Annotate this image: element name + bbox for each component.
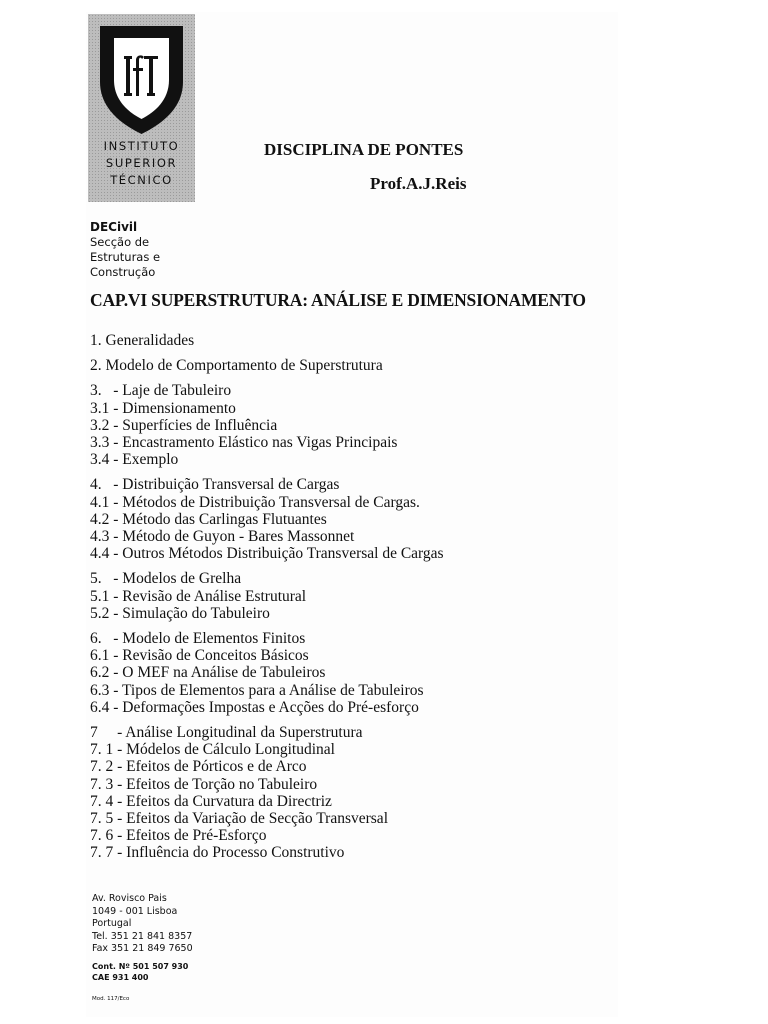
toc-item: 3.2 - Superfícies de Influência	[90, 416, 278, 434]
logo-line: SUPERIOR	[105, 156, 178, 170]
toc-item: 7 - Análise Longitudinal da Superstrutura	[90, 724, 363, 742]
toc-item: 3.3 - Encastramento Elástico nas Vigas Principais	[90, 434, 398, 452]
toc-group	[90, 357, 444, 374]
toc-item: 7. 6 - Efeitos de Pré-Esforço	[90, 827, 267, 845]
institute-name	[88, 138, 195, 189]
footer-address	[92, 893, 193, 956]
logo-line: TÉCNICO	[110, 173, 173, 187]
ist-logo	[88, 14, 195, 202]
toc-item: 6.4 - Deformações Impostas e Acções do Pré-esforço	[90, 698, 419, 716]
department-line: Secção de	[90, 235, 150, 249]
toc-item: 7. 3 - Efeitos de Torção no Tabuleiro	[90, 775, 318, 793]
toc-item: 4.3 - Método de Guyon - Bares Massonnet	[90, 528, 355, 546]
discipline-title: DISCIPLINA DE PONTES	[264, 140, 464, 159]
toc-item: 7. 7 - Influência do Processo Construtivo	[90, 844, 345, 862]
toc-item: 6.3 - Tipos de Elementos para a Análise de Tabuleiros	[90, 681, 424, 699]
shield-icon	[100, 26, 183, 134]
toc-group	[90, 570, 444, 622]
toc-item: 5.2 - Simulação do Tabuleiro	[90, 604, 270, 622]
toc-item: 2. Modelo de Comportamento de Superstrutura	[90, 357, 383, 375]
department-line: Construção	[90, 265, 156, 279]
toc-item: 4.2 - Método das Carlingas Flutuantes	[90, 510, 327, 528]
address-line: Av. Rovisco Pais	[92, 893, 167, 904]
toc-group	[90, 630, 444, 716]
toc-item: 7. 1 - Módelos de Cálculo Longitudinal	[90, 741, 335, 759]
department-block	[90, 220, 160, 280]
form-model: Mod. 117/Eco	[92, 996, 130, 1002]
toc-group	[90, 724, 444, 862]
toc-item: 4. - Distribuição Transversal de Cargas	[90, 476, 340, 494]
address-line: Fax 351 21 849 7650	[92, 943, 193, 954]
toc-group	[90, 476, 444, 562]
toc-item: 6.1 - Revisão de Conceitos Básicos	[90, 647, 309, 665]
footer-ids	[92, 961, 188, 983]
toc-group	[90, 332, 444, 349]
toc-item: 4.4 - Outros Métodos Distribuição Transversal de Cargas	[90, 545, 444, 563]
id-line: Cont. Nº 501 507 930	[92, 962, 189, 971]
chapter-title: CAP.VI SUPERSTRUTURA: ANÁLISE E DIMENSIONAMENTO	[90, 290, 586, 310]
logo-line: INSTITUTO	[103, 139, 180, 153]
department-line: Estruturas e	[90, 250, 161, 264]
toc-item: 3.1 - Dimensionamento	[90, 399, 236, 417]
toc-group	[90, 382, 444, 468]
toc-item: 6. - Modelo de Elementos Finitos	[90, 630, 306, 648]
id-line: CAE 931 400	[92, 973, 149, 982]
toc-item: 3. - Laje de Tabuleiro	[90, 382, 232, 400]
toc-item: 7. 4 - Efeitos da Curvatura da Directriz	[90, 792, 332, 810]
address-line: Tel. 351 21 841 8357	[92, 930, 193, 942]
address-line: 1049 - 001 Lisboa	[92, 905, 178, 917]
address-line: Portugal	[92, 918, 132, 929]
toc-item: 6.2 - O MEF na Análise de Tabuleiros	[90, 664, 326, 682]
toc-item: 4.1 - Métodos de Distribuição Transversal de Cargas.	[90, 493, 420, 511]
professor-name: Prof.A.J.Reis	[370, 174, 467, 193]
toc-item: 3.4 - Exemplo	[90, 451, 179, 469]
toc-item: 7. 2 - Efeitos de Pórticos e de Arco	[90, 758, 307, 776]
department-name: DECivil	[90, 220, 138, 234]
toc-item: 5. - Modelos de Grelha	[90, 570, 242, 588]
toc-item: 7. 5 - Efeitos da Variação de Secção Transversal	[90, 810, 388, 828]
table-of-contents	[90, 332, 444, 870]
toc-item: 1. Generalidades	[90, 332, 195, 349]
toc-item: 5.1 - Revisão de Análise Estrutural	[90, 587, 307, 605]
